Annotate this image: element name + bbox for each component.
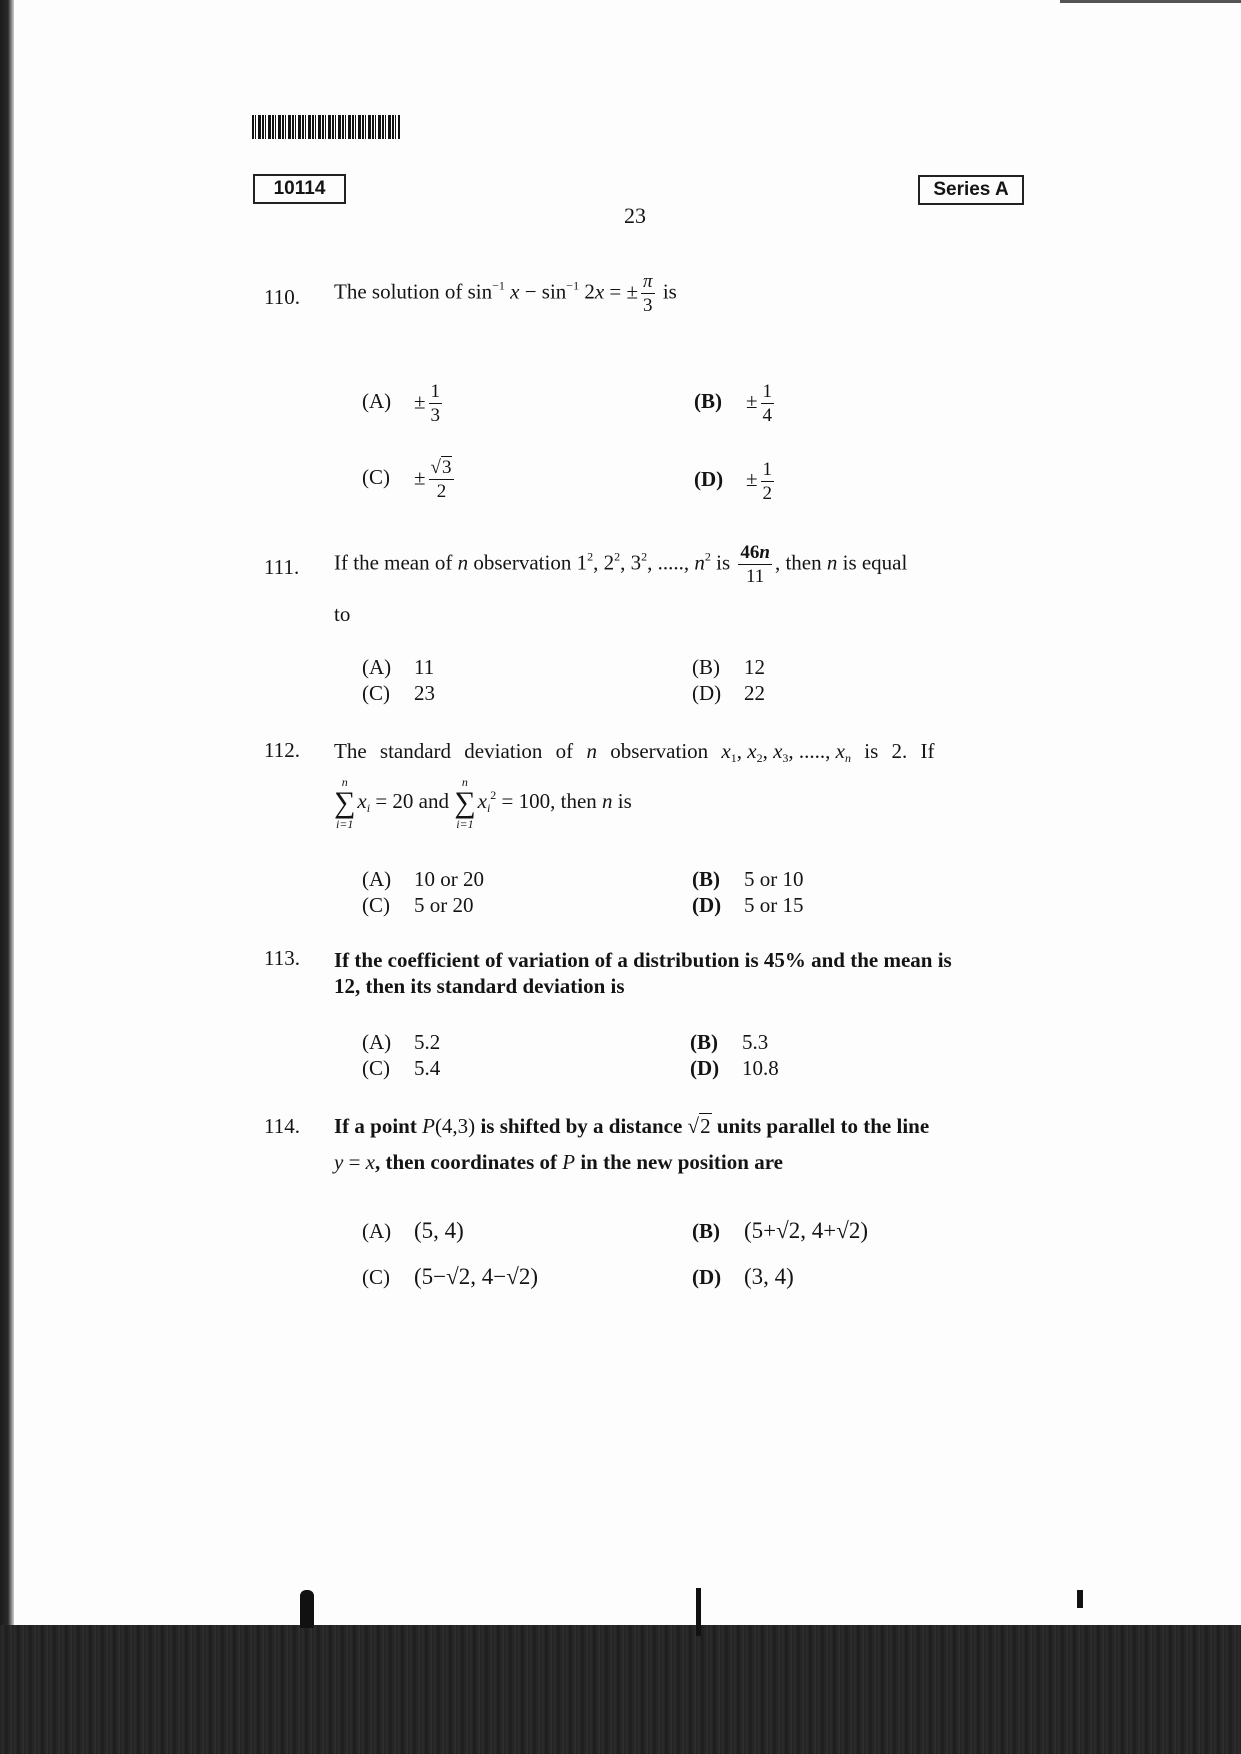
scan-mark <box>1077 1590 1083 1608</box>
option-label: (A) <box>362 1219 392 1243</box>
option-label: (A) <box>362 867 392 891</box>
option-label: (C) <box>362 1056 390 1080</box>
option-d[interactable] <box>690 1055 779 1081</box>
option-c[interactable] <box>362 1264 538 1290</box>
option-label: (C) <box>362 465 390 490</box>
question-stem: If the mean of n observation $1^2$, $2^2$, $3^2$, ....., $n^2$ is $\frac{46n}{11}$ , then n is equal <box>334 542 908 587</box>
stem-text: units parallel to the line <box>716 1114 930 1138</box>
option-label: (B) <box>692 1219 720 1243</box>
question-stem: The solution of $\sin^{-1} x - \sin^{-1} 2x$ = ± $\frac{\pi}{3}$ is <box>334 271 677 316</box>
stem-text: then <box>560 788 597 813</box>
scan-mark <box>696 1588 701 1636</box>
paper-code-box: 10114 <box>253 174 346 204</box>
stem-text: , then coordinates of <box>375 1150 557 1174</box>
stem-text: observation <box>473 550 572 575</box>
option-b[interactable]: (B) ± $\frac{1}{4}$ <box>694 381 773 426</box>
option-a[interactable]: (A) ± $\frac{1}{3}$ <box>362 381 441 426</box>
option-value: 5 or 20 <box>414 893 474 917</box>
option-value: (5+√2, 4+√2) <box>744 1218 869 1243</box>
option-label: (B) <box>694 389 722 414</box>
scan-left-edge <box>0 0 14 1625</box>
question-stem-line: 12, then its standard deviation is <box>334 974 625 998</box>
stem-text: observation <box>610 739 709 763</box>
stem-text: The solution of sin <box>334 279 493 304</box>
option-label: (A) <box>362 389 392 414</box>
stem-text: is 2. If <box>864 739 935 763</box>
question-number: 112. <box>264 738 300 762</box>
option-label: (C) <box>362 893 390 917</box>
option-d[interactable]: (D) ± $\frac{1}{2}$ <box>694 459 773 504</box>
option-b[interactable] <box>692 866 804 892</box>
option-label: (C) <box>362 681 390 705</box>
option-value: 12 <box>744 655 765 679</box>
option-a[interactable] <box>362 866 484 892</box>
option-d[interactable] <box>692 1264 794 1290</box>
option-label: (B) <box>690 1030 718 1054</box>
stem-text: If the mean of <box>334 550 453 575</box>
option-a[interactable] <box>362 1029 440 1055</box>
option-label: (B) <box>692 655 720 679</box>
question-stem: If a point P(4,3) is shifted by a distance √2 units parallel to the line <box>334 1114 930 1138</box>
question-stem-line: y = x, then coordinates of P in the new position are <box>334 1150 783 1174</box>
scan-mark <box>300 1590 314 1628</box>
option-b[interactable] <box>692 654 765 680</box>
option-label: (D) <box>694 467 724 492</box>
option-value: (5−√2, 4−√2) <box>414 1264 539 1289</box>
question-number: 113. <box>264 946 300 970</box>
option-value: 23 <box>414 681 435 705</box>
option-b[interactable] <box>690 1029 768 1055</box>
stem-text: If a point <box>334 1114 417 1138</box>
question-number: 111. <box>264 555 300 579</box>
question-stem: The standard deviation of n observation $x_1$, $x_2$, $x_3$, ....., $x_n$ is 2. If <box>334 739 935 765</box>
option-a[interactable] <box>362 1218 464 1244</box>
option-c[interactable] <box>362 1055 440 1081</box>
option-d[interactable] <box>692 680 765 706</box>
question-stem-line: If the coefficient of variation of a distribution is 45% and the mean is <box>334 948 952 972</box>
option-c[interactable]: (C) ± $\frac{√3}{2}$ <box>362 458 457 501</box>
barcode <box>252 115 400 139</box>
stem-text: and <box>418 788 449 813</box>
question-number: 110. <box>264 285 300 309</box>
option-label: (C) <box>362 1265 390 1289</box>
option-value: 5.3 <box>742 1030 769 1054</box>
stem-text: is <box>662 279 677 304</box>
stem-text: is equal <box>842 550 908 575</box>
option-value: (3, 4) <box>744 1264 794 1289</box>
top-rule <box>1060 0 1241 3</box>
option-value: (5, 4) <box>414 1218 464 1243</box>
option-value: 11 <box>414 655 435 679</box>
stem-text: The standard deviation of <box>334 739 574 763</box>
option-value: 5 or 15 <box>744 893 804 917</box>
scan-bottom-strip <box>0 1625 1241 1754</box>
option-a[interactable] <box>362 654 434 680</box>
option-c[interactable] <box>362 892 474 918</box>
stem-text: then <box>785 550 822 575</box>
option-value: 5 or 10 <box>744 867 804 891</box>
option-value: 10 or 20 <box>414 867 484 891</box>
option-label: (D) <box>692 893 722 917</box>
page-number: 23 <box>624 203 646 228</box>
option-d[interactable] <box>692 892 804 918</box>
series-box: Series A <box>918 175 1024 205</box>
stem-formula: n ∑ i=1 $x_i = 20$ and n ∑ i=1 $x_i^2 = 100$, then n is <box>334 775 632 831</box>
stem-text: is <box>617 788 632 813</box>
option-c[interactable] <box>362 680 435 706</box>
option-label: (D) <box>692 681 722 705</box>
option-value: 10.8 <box>742 1056 779 1080</box>
option-label: (A) <box>362 1030 392 1054</box>
stem-text: is shifted by a distance <box>480 1114 683 1138</box>
option-value: 5.4 <box>414 1056 441 1080</box>
option-b[interactable] <box>692 1218 868 1244</box>
option-label: (B) <box>692 867 720 891</box>
question-number: 114. <box>264 1114 300 1138</box>
option-label: (D) <box>692 1265 722 1289</box>
option-value: 22 <box>744 681 765 705</box>
option-value: 5.2 <box>414 1030 441 1054</box>
option-label: (D) <box>690 1056 720 1080</box>
stem-text: in the new position are <box>580 1150 783 1174</box>
option-label: (A) <box>362 655 392 679</box>
stem-continuation: to <box>334 602 351 626</box>
